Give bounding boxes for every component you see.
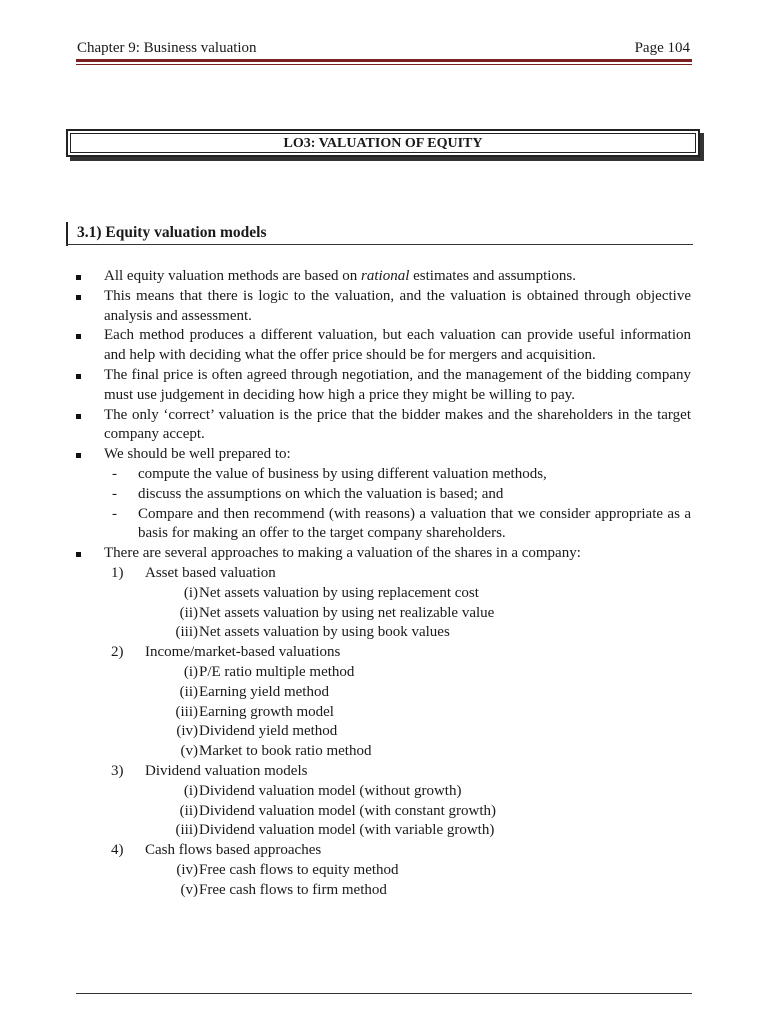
learning-outcome-box [66,129,700,157]
bullet-item [76,445,691,465]
method-numeral: (iv) [176,861,198,878]
approach-method [76,742,691,762]
approach-number: 4) [111,842,124,859]
approach-method [76,584,691,604]
method-text: Market to book ratio method [199,743,372,760]
bullet-square-icon [76,453,81,458]
method-numeral: (iv) [176,723,198,740]
bullet-item [76,544,691,564]
approach-heading [76,564,691,584]
bullet-item [76,287,691,327]
method-numeral: (i) [183,663,198,680]
content-body [76,267,691,901]
method-text: Net assets valuation by using replacement cost [199,584,479,601]
bullet-item [76,366,691,406]
approach-heading [76,643,691,663]
approach-method [76,722,691,742]
method-numeral: (i) [183,782,198,799]
method-text: Net assets valuation by using net realizable value [199,604,495,621]
bullet-text: The only ‘correct’ valuation is the price that the bidder makes and the shareholders in the target company accept. [104,406,691,443]
approach-method [76,683,691,703]
approach-method [76,861,691,881]
approach-method [76,821,691,841]
method-numeral: (iii) [175,624,198,641]
approach-title: Income/market-based valuations [145,644,341,661]
approach-method [76,604,691,624]
method-numeral: (v) [180,743,198,760]
bullet-text: Each method produces a different valuation, but each valuation can provide useful information and help with deciding what the offer price should be for mergers and acquisition. [104,327,691,364]
approach-heading [76,841,691,861]
learning-outcome-title: LO3: VALUATION OF EQUITY [70,133,696,153]
approach-title: Cash flows based approaches [145,842,322,859]
approach-title: Asset based valuation [145,564,276,581]
dash-marker: - [112,505,117,522]
method-numeral: (v) [180,881,198,898]
section-title: 3.1) Equity valuation models [77,224,267,241]
bullet-text: All equity valuation methods are based on [104,268,362,284]
approach-method [76,703,691,723]
method-text: Free cash flows to firm method [199,881,387,898]
section-rule [66,244,693,245]
bullet-text: estimates and assumptions. [409,268,577,284]
bullet-text: This means that there is logic to the valuation, and the valuation is obtained through objective analysis and assessment. [104,287,691,324]
method-numeral: (iii) [175,703,198,720]
method-text: Dividend yield method [199,723,338,740]
approach-method [76,782,691,802]
approach-method [76,881,691,901]
bullet-square-icon [76,275,81,280]
dash-item [76,465,691,485]
footer-rule [76,993,692,994]
bullet-square-icon [76,295,81,300]
chapter-title: Chapter 9: Business valuation [77,40,257,56]
bullet-text: We should be well prepared to: [104,446,291,463]
method-text: Net assets valuation by using book values [199,624,450,641]
approach-method [76,623,691,643]
bullet-square-icon [76,552,81,557]
dash-text: discuss the assumptions on which the valuation is based; and [138,485,504,502]
page-header [76,38,692,60]
method-numeral: (ii) [179,802,198,819]
bullet-square-icon [76,334,81,339]
method-text: Earning yield method [199,683,329,700]
dash-text: Compare and then recommend (with reasons) a valuation that we consider appropriate as a basis for making an offer to the target company shareholders. [138,505,691,542]
approach-title: Dividend valuation models [145,762,308,779]
page-number: Page 104 [634,40,690,56]
method-text: Earning growth model [199,703,334,720]
method-numeral: (ii) [179,683,198,700]
method-numeral: (iii) [175,822,198,839]
method-text: Dividend valuation model (with variable growth) [199,822,495,839]
approach-heading [76,762,691,782]
dash-item [76,505,691,545]
method-text: Dividend valuation model (with constant growth) [199,802,497,819]
method-numeral: (ii) [179,604,198,621]
approach-number: 2) [111,644,124,661]
section-heading [66,222,695,246]
dash-marker: - [112,465,117,482]
approach-method [76,663,691,683]
approach-method [76,802,691,822]
bullet-item [76,267,691,287]
dash-marker: - [112,485,117,502]
header-rule-thin [76,64,692,65]
header-rule-thick [76,59,692,62]
approach-number: 3) [111,762,124,779]
bullet-square-icon [76,414,81,419]
method-numeral: (i) [183,584,198,601]
dash-text: compute the value of business by using different valuation methods, [138,465,547,482]
method-text: Dividend valuation model (without growth) [199,782,462,799]
dash-item [76,485,691,505]
approach-number: 1) [111,564,124,581]
method-text: P/E ratio multiple method [199,663,355,680]
bullet-text: There are several approaches to making a valuation of the shares in a company: [104,545,581,562]
bullet-text: The final price is often agreed through negotiation, and the management of the bidding company must use judgement in deciding how high a price they might be willing to pay. [104,366,691,403]
bullet-square-icon [76,374,81,379]
method-text: Free cash flows to equity method [199,861,399,878]
bullet-item [76,406,691,446]
bullet-item [76,326,691,366]
bullet-emphasis: rational [361,268,410,284]
